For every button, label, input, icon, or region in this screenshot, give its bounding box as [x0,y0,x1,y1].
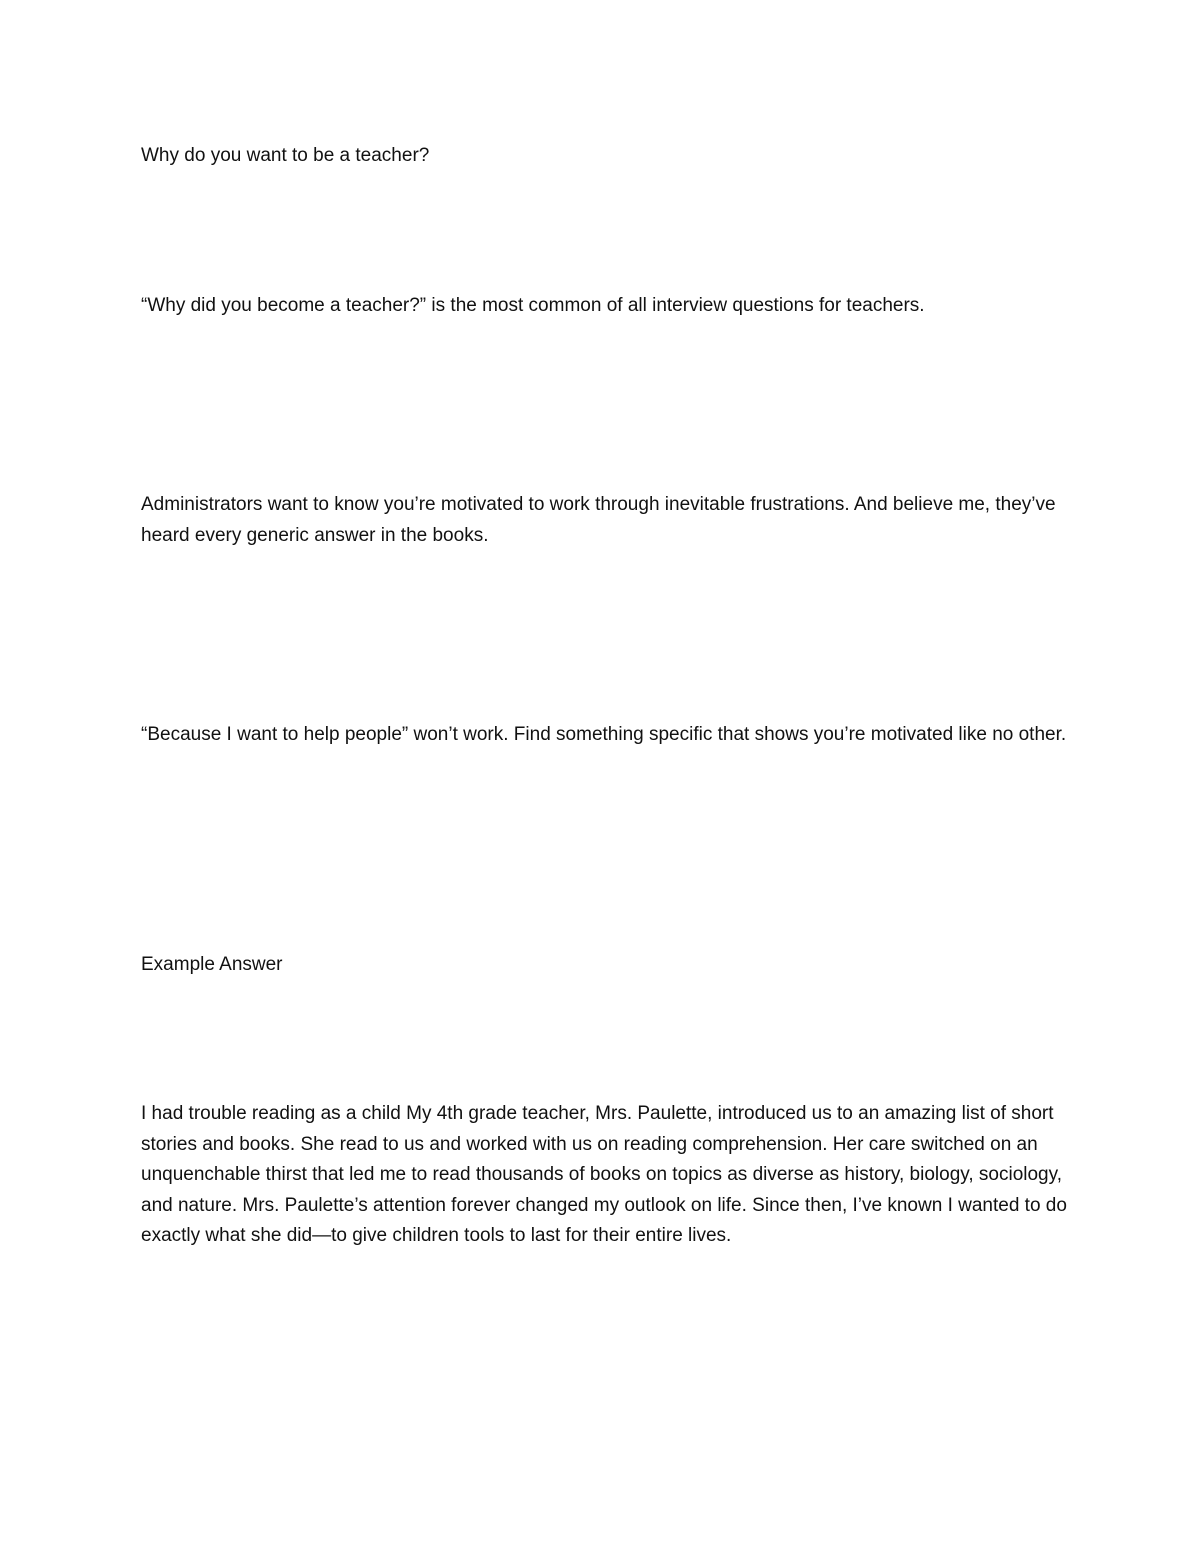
administrators-paragraph: Administrators want to know you’re motivated to work through inevitable frustrations. And believe me, they’ve heard every generic answer in the books. [141,494,1056,546]
example-answer-paragraph: I had trouble reading as a child My 4th grade teacher, Mrs. Paulette, introduced us to an amazing list of short stories and books. She read to us and worked with us on reading comprehension. Her care switched on an unquenchable thirst that led me to read thousands of books on topics as diverse as history, biology, sociology, and nature. Mrs. Paulette’s attention forever changed my outlook on life. Since then, I’ve known I wanted to do exactly what she did—to give children tools to last for their entire lives. [141,1103,1067,1246]
question-heading: Why do you want to be a teacher? [141,145,430,166]
intro-paragraph: “Why did you become a teacher?” is the most common of all interview questions for teachers. [141,295,925,316]
example-answer-heading: Example Answer [141,954,283,975]
advice-paragraph: “Because I want to help people” won’t work. Find something specific that shows you’re motivated like no other. [141,724,1067,745]
